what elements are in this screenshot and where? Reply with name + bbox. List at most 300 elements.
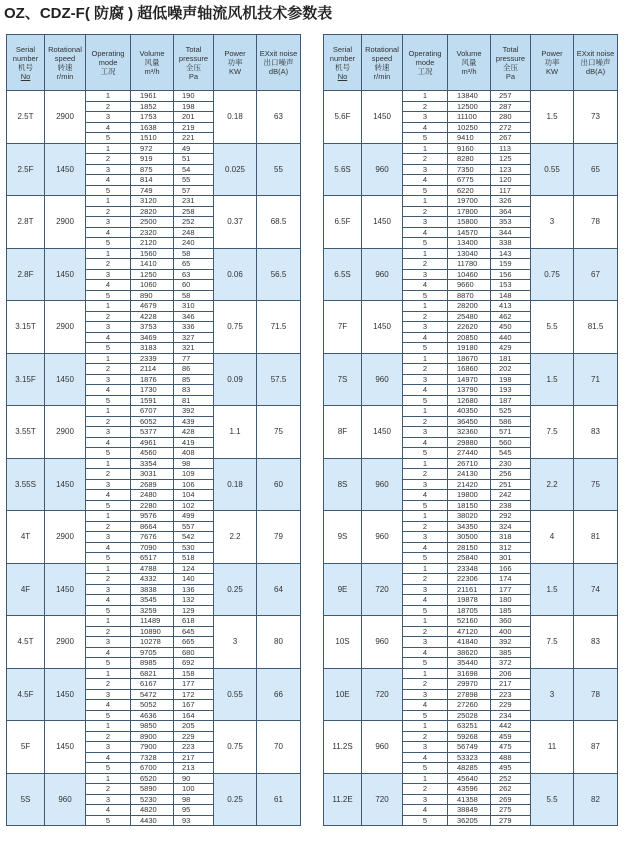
cell-volume: 2500	[131, 217, 174, 228]
cell-speed: 1450	[362, 91, 403, 144]
header-label-cn: 出口噪声	[580, 58, 611, 67]
cell-mode: 2	[86, 416, 131, 427]
cell-speed: 720	[362, 668, 403, 721]
cell-model: 5S	[7, 773, 45, 826]
cell-mode: 3	[403, 322, 448, 333]
cell-volume: 8870	[448, 290, 491, 301]
cell-pressure: 251	[491, 479, 531, 490]
cell-mode: 2	[86, 259, 131, 270]
cell-mode: 3	[86, 479, 131, 490]
cell-pressure: 229	[174, 731, 214, 742]
cell-mode: 5	[86, 500, 131, 511]
cell-volume: 29880	[448, 437, 491, 448]
cell-pressure: 459	[491, 731, 531, 742]
cell-mode: 5	[86, 185, 131, 196]
cell-mode: 2	[403, 311, 448, 322]
table-row	[324, 721, 618, 732]
cell-volume: 36205	[448, 815, 491, 826]
cell-mode: 3	[86, 164, 131, 175]
cell-power: 0.18	[214, 91, 257, 144]
cell-pressure: 279	[491, 815, 531, 826]
cell-mode: 4	[86, 280, 131, 291]
cell-volume: 11780	[448, 259, 491, 270]
cell-pressure: 257	[491, 91, 531, 102]
header-label-en: EXxit noise	[259, 49, 298, 58]
cell-mode: 1	[86, 563, 131, 574]
cell-model: 7S	[324, 353, 362, 406]
cell-noise: 55	[257, 143, 301, 196]
cell-volume: 4961	[131, 437, 174, 448]
cell-mode: 5	[403, 395, 448, 406]
cell-mode: 2	[403, 416, 448, 427]
cell-mode: 5	[403, 500, 448, 511]
cell-mode: 4	[86, 647, 131, 658]
cell-model: 3.15T	[7, 301, 45, 354]
cell-mode: 2	[86, 784, 131, 795]
cell-mode: 3	[86, 637, 131, 648]
cell-pressure: 525	[491, 406, 531, 417]
cell-noise: 75	[574, 458, 618, 511]
cell-volume: 890	[131, 290, 174, 301]
cell-pressure: 166	[491, 563, 531, 574]
cell-mode: 5	[403, 238, 448, 249]
cell-mode: 3	[403, 689, 448, 700]
cell-pressure: 692	[174, 658, 214, 669]
header-label-cn: 机号	[335, 62, 350, 72]
cell-mode: 4	[403, 437, 448, 448]
cell-pressure: 408	[174, 448, 214, 459]
cell-volume: 3545	[131, 595, 174, 606]
cell-model: 3.55S	[7, 458, 45, 511]
cell-noise: 61	[257, 773, 301, 826]
cell-mode: 2	[403, 259, 448, 270]
header-unit: dB(A)	[268, 67, 289, 76]
cell-volume: 13040	[448, 248, 491, 259]
cell-volume: 19700	[448, 196, 491, 207]
cell-volume: 1250	[131, 269, 174, 280]
cell-mode: 5	[86, 553, 131, 564]
cell-volume: 18670	[448, 353, 491, 364]
cell-power: 0.75	[531, 248, 574, 301]
cell-volume: 30500	[448, 532, 491, 543]
cell-pressure: 269	[491, 794, 531, 805]
cell-speed: 2900	[45, 511, 86, 564]
cell-volume: 31698	[448, 668, 491, 679]
cell-mode: 4	[86, 490, 131, 501]
cell-volume: 2820	[131, 206, 174, 217]
cell-volume: 3031	[131, 469, 174, 480]
cell-mode: 5	[86, 290, 131, 301]
table-row	[7, 563, 301, 574]
cell-volume: 5230	[131, 794, 174, 805]
header-unit: No	[20, 71, 31, 81]
cell-pressure: 190	[174, 91, 214, 102]
cell-model: 5F	[7, 721, 45, 774]
cell-mode: 3	[403, 637, 448, 648]
cell-volume: 1753	[131, 112, 174, 123]
cell-pressure: 680	[174, 647, 214, 658]
cell-noise: 73	[574, 91, 618, 144]
cell-mode: 3	[86, 532, 131, 543]
cell-pressure: 219	[174, 122, 214, 133]
cell-volume: 20850	[448, 332, 491, 343]
header-label-cn: 风量	[144, 58, 160, 67]
cell-pressure: 240	[174, 238, 214, 249]
cell-pressure: 586	[491, 416, 531, 427]
cell-volume: 25840	[448, 553, 491, 564]
header-unit: r/min	[56, 71, 74, 81]
cell-pressure: 223	[491, 689, 531, 700]
cell-pressure: 499	[174, 511, 214, 522]
cell-pressure: 252	[174, 217, 214, 228]
cell-volume: 919	[131, 154, 174, 165]
cell-mode: 1	[403, 353, 448, 364]
cell-volume: 48285	[448, 763, 491, 774]
cell-pressure: 248	[174, 227, 214, 238]
cell-pressure: 172	[174, 689, 214, 700]
cell-volume: 6220	[448, 185, 491, 196]
cell-pressure: 98	[174, 794, 214, 805]
cell-pressure: 49	[174, 143, 214, 154]
cell-mode: 1	[403, 301, 448, 312]
cell-pressure: 238	[491, 500, 531, 511]
cell-pressure: 159	[491, 259, 531, 270]
cell-mode: 3	[86, 374, 131, 385]
header-label-en: Volume	[456, 49, 482, 58]
cell-volume: 3183	[131, 343, 174, 354]
cell-power: 1.1	[214, 406, 257, 459]
table-row	[324, 668, 618, 679]
cell-volume: 19800	[448, 490, 491, 501]
cell-volume: 3354	[131, 458, 174, 469]
header-label-cn: 工况	[100, 67, 116, 76]
cell-mode: 2	[86, 101, 131, 112]
cell-volume: 2480	[131, 490, 174, 501]
cell-mode: 1	[403, 668, 448, 679]
cell-volume: 1560	[131, 248, 174, 259]
cell-volume: 5377	[131, 427, 174, 438]
cell-volume: 6517	[131, 553, 174, 564]
cell-mode: 3	[403, 427, 448, 438]
cell-pressure: 321	[174, 343, 214, 354]
cell-volume: 28150	[448, 542, 491, 553]
table-row	[7, 721, 301, 732]
cell-model: 4.5T	[7, 616, 45, 669]
cell-mode: 1	[403, 773, 448, 784]
cell-mode: 3	[403, 532, 448, 543]
header-label-en: EXxit noise	[576, 49, 615, 58]
cell-pressure: 117	[491, 185, 531, 196]
table-row	[324, 143, 618, 154]
cell-volume: 1852	[131, 101, 174, 112]
cell-pressure: 136	[174, 584, 214, 595]
cell-volume: 2689	[131, 479, 174, 490]
cell-volume: 7350	[448, 164, 491, 175]
cell-model: 5.6S	[324, 143, 362, 196]
cell-volume: 814	[131, 175, 174, 186]
cell-speed: 2900	[45, 196, 86, 249]
cell-pressure: 301	[491, 553, 531, 564]
cell-volume: 2320	[131, 227, 174, 238]
cell-model: 5.6F	[324, 91, 362, 144]
cell-mode: 1	[86, 668, 131, 679]
cell-pressure: 51	[174, 154, 214, 165]
header-label-en: Operating mode	[408, 49, 442, 67]
cell-mode: 2	[403, 574, 448, 585]
cell-noise: 56.5	[257, 248, 301, 301]
cell-mode: 5	[403, 605, 448, 616]
cell-mode: 1	[403, 721, 448, 732]
cell-volume: 2120	[131, 238, 174, 249]
cell-power: 1.5	[531, 353, 574, 406]
cell-volume: 9160	[448, 143, 491, 154]
cell-noise: 74	[574, 563, 618, 616]
cell-mode: 4	[403, 595, 448, 606]
cell-mode: 2	[86, 364, 131, 375]
cell-mode: 2	[86, 731, 131, 742]
cell-noise: 63	[257, 91, 301, 144]
cell-pressure: 60	[174, 280, 214, 291]
cell-model: 2.5F	[7, 143, 45, 196]
cell-noise: 70	[257, 721, 301, 774]
cell-volume: 7900	[131, 742, 174, 753]
cell-speed: 1450	[45, 668, 86, 721]
cell-volume: 59268	[448, 731, 491, 742]
header-label-cn: 全压	[186, 62, 201, 72]
header-label-en: Serial number	[329, 44, 356, 63]
cell-speed: 960	[362, 616, 403, 669]
cell-volume: 27260	[448, 700, 491, 711]
cell-pressure: 177	[174, 679, 214, 690]
cell-pressure: 132	[174, 595, 214, 606]
cell-pressure: 419	[174, 437, 214, 448]
cell-volume: 47120	[448, 626, 491, 637]
header-label-en: Power	[224, 49, 246, 58]
cell-pressure: 231	[174, 196, 214, 207]
table-row	[324, 511, 618, 522]
cell-mode: 2	[403, 154, 448, 165]
cell-pressure: 158	[174, 668, 214, 679]
cell-pressure: 336	[174, 322, 214, 333]
cell-volume: 53323	[448, 752, 491, 763]
cell-pressure: 129	[174, 605, 214, 616]
cell-volume: 6700	[131, 763, 174, 774]
cell-volume: 29970	[448, 679, 491, 690]
cell-power: 5.5	[531, 773, 574, 826]
header-label-cn: 机号	[18, 62, 33, 72]
cell-pressure: 213	[174, 763, 214, 774]
cell-volume: 38849	[448, 805, 491, 816]
table-row	[324, 91, 618, 102]
cell-pressure: 338	[491, 238, 531, 249]
cell-pressure: 202	[491, 364, 531, 375]
cell-pressure: 364	[491, 206, 531, 217]
cell-pressure: 156	[491, 269, 531, 280]
cell-volume: 6775	[448, 175, 491, 186]
cell-mode: 1	[86, 196, 131, 207]
cell-mode: 2	[403, 206, 448, 217]
header-label-cn: 功率	[544, 58, 560, 67]
cell-mode: 3	[403, 584, 448, 595]
cell-volume: 5890	[131, 784, 174, 795]
cell-pressure: 106	[174, 479, 214, 490]
cell-mode: 5	[403, 343, 448, 354]
cell-noise: 67	[574, 248, 618, 301]
cell-model: 3.15F	[7, 353, 45, 406]
cell-model: 6.5S	[324, 248, 362, 301]
cell-volume: 7090	[131, 542, 174, 553]
cell-noise: 75	[257, 406, 301, 459]
cell-mode: 4	[403, 280, 448, 291]
header-unit: m³/h	[144, 67, 160, 76]
cell-mode: 3	[403, 479, 448, 490]
cell-volume: 7676	[131, 532, 174, 543]
cell-volume: 1876	[131, 374, 174, 385]
cell-volume: 4636	[131, 710, 174, 721]
table-row	[7, 143, 301, 154]
table-row	[324, 301, 618, 312]
cell-volume: 972	[131, 143, 174, 154]
cell-mode: 2	[86, 521, 131, 532]
header-total-pressure	[491, 35, 531, 91]
cell-model: 11.2S	[324, 721, 362, 774]
cell-mode: 4	[86, 385, 131, 396]
header-label-en: Power	[541, 49, 563, 58]
cell-speed: 1450	[362, 196, 403, 249]
cell-pressure: 98	[174, 458, 214, 469]
cell-mode: 3	[403, 742, 448, 753]
cell-mode: 4	[403, 122, 448, 133]
cell-pressure: 324	[491, 521, 531, 532]
cell-volume: 15800	[448, 217, 491, 228]
cell-power: 0.18	[214, 458, 257, 511]
header-label-cn: 全压	[503, 62, 518, 72]
cell-speed: 1450	[45, 458, 86, 511]
header-volume	[448, 35, 491, 91]
cell-volume: 8985	[131, 658, 174, 669]
cell-noise: 66	[257, 668, 301, 721]
table-row	[7, 616, 301, 627]
cell-volume: 24130	[448, 469, 491, 480]
cell-mode: 4	[403, 385, 448, 396]
cell-noise: 80	[257, 616, 301, 669]
cell-mode: 4	[86, 700, 131, 711]
cell-power: 0.75	[214, 721, 257, 774]
cell-volume: 9410	[448, 133, 491, 144]
cell-noise: 82	[574, 773, 618, 826]
table-row	[7, 668, 301, 679]
cell-model: 4.5F	[7, 668, 45, 721]
cell-speed: 1450	[45, 248, 86, 301]
cell-pressure: 125	[491, 154, 531, 165]
cell-mode: 4	[86, 542, 131, 553]
cell-pressure: 400	[491, 626, 531, 637]
table-row	[324, 563, 618, 574]
cell-volume: 5472	[131, 689, 174, 700]
cell-pressure: 275	[491, 805, 531, 816]
cell-mode: 2	[403, 521, 448, 532]
cell-power: 2.2	[214, 511, 257, 564]
cell-mode: 5	[86, 448, 131, 459]
cell-speed: 2900	[45, 91, 86, 144]
cell-mode: 5	[86, 395, 131, 406]
cell-power: 0.37	[214, 196, 257, 249]
cell-mode: 5	[403, 290, 448, 301]
cell-pressure: 54	[174, 164, 214, 175]
cell-model: 4T	[7, 511, 45, 564]
cell-pressure: 272	[491, 122, 531, 133]
header-unit: m³/h	[461, 67, 477, 76]
table-row	[324, 248, 618, 259]
cell-volume: 19878	[448, 595, 491, 606]
cell-speed: 1450	[45, 563, 86, 616]
cell-mode: 5	[86, 133, 131, 144]
cell-mode: 5	[86, 605, 131, 616]
cell-volume: 41358	[448, 794, 491, 805]
cell-speed: 720	[362, 563, 403, 616]
cell-pressure: 618	[174, 616, 214, 627]
cell-mode: 4	[403, 175, 448, 186]
cell-volume: 3469	[131, 332, 174, 343]
header-label-en: Volume	[139, 49, 165, 58]
cell-volume: 8664	[131, 521, 174, 532]
cell-mode: 1	[86, 721, 131, 732]
cell-mode: 2	[403, 469, 448, 480]
cell-pressure: 198	[491, 374, 531, 385]
cell-mode: 1	[86, 143, 131, 154]
cell-pressure: 262	[491, 784, 531, 795]
cell-mode: 4	[403, 647, 448, 658]
cell-volume: 35440	[448, 658, 491, 669]
cell-pressure: 205	[174, 721, 214, 732]
cell-mode: 1	[86, 406, 131, 417]
cell-pressure: 310	[174, 301, 214, 312]
table-row	[7, 773, 301, 784]
cell-speed: 960	[362, 458, 403, 511]
cell-pressure: 645	[174, 626, 214, 637]
cell-pressure: 392	[491, 637, 531, 648]
cell-volume: 13400	[448, 238, 491, 249]
cell-noise: 78	[574, 196, 618, 249]
cell-speed: 1450	[362, 301, 403, 354]
cell-power: 3	[531, 668, 574, 721]
cell-pressure: 206	[491, 668, 531, 679]
header-label-cn: 转速	[374, 62, 390, 72]
cell-pressure: 318	[491, 532, 531, 543]
header-power	[214, 35, 257, 91]
cell-pressure: 223	[174, 742, 214, 753]
cell-model: 8F	[324, 406, 362, 459]
cell-mode: 1	[86, 301, 131, 312]
cell-volume: 10278	[131, 637, 174, 648]
cell-mode: 2	[403, 679, 448, 690]
cell-pressure: 292	[491, 511, 531, 522]
cell-mode: 5	[86, 815, 131, 826]
cell-model: 10S	[324, 616, 362, 669]
cell-volume: 13790	[448, 385, 491, 396]
cell-pressure: 83	[174, 385, 214, 396]
cell-pressure: 86	[174, 364, 214, 375]
cell-noise: 57.5	[257, 353, 301, 406]
cell-mode: 5	[403, 763, 448, 774]
cell-mode: 1	[403, 406, 448, 417]
cell-model: 2.8F	[7, 248, 45, 301]
cell-pressure: 93	[174, 815, 214, 826]
cell-mode: 3	[86, 112, 131, 123]
cell-volume: 10890	[131, 626, 174, 637]
cell-volume: 17800	[448, 206, 491, 217]
cell-volume: 2339	[131, 353, 174, 364]
